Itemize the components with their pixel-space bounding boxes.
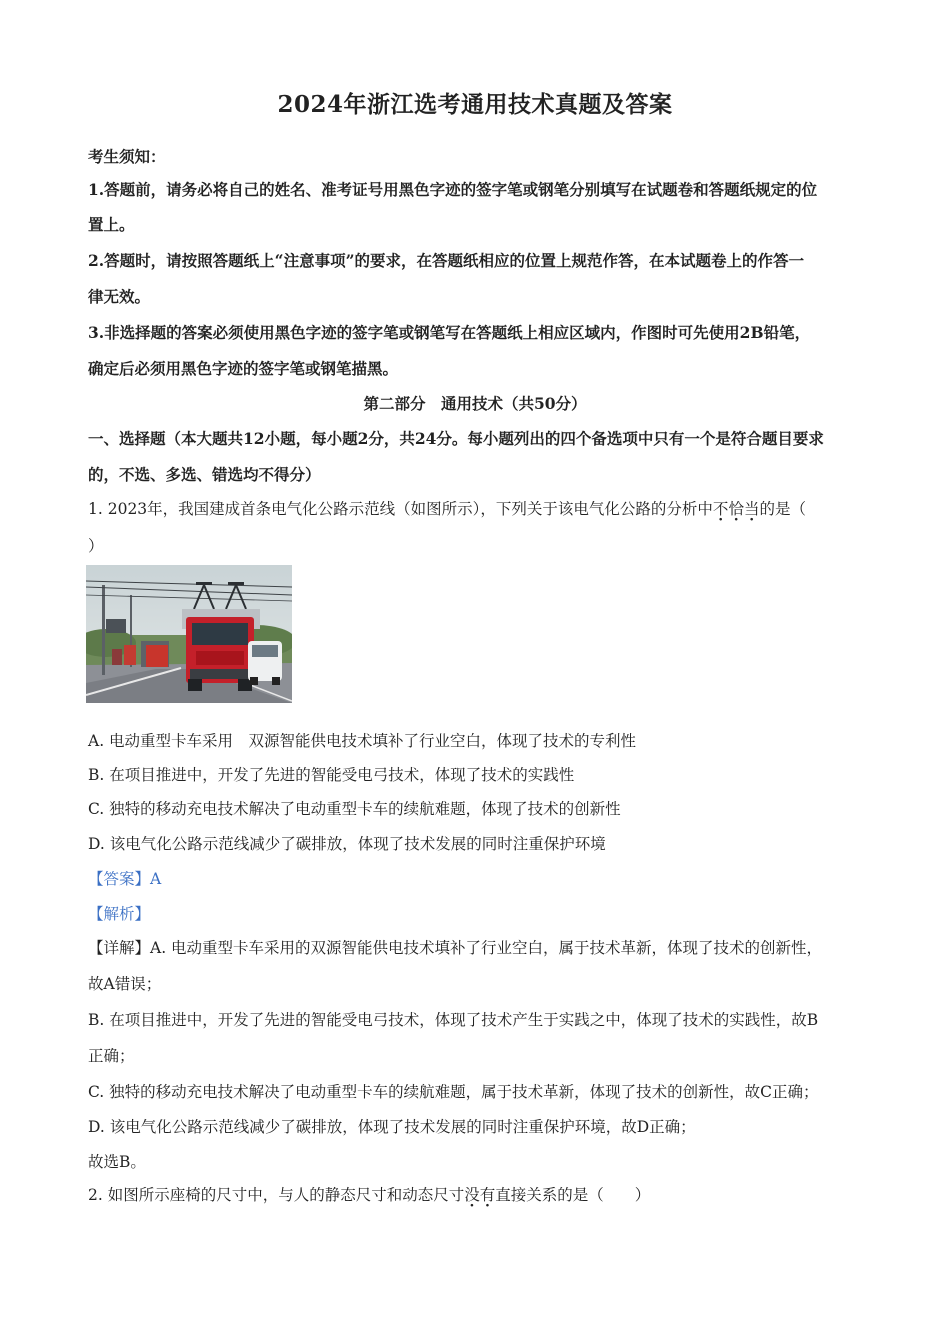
notice-item-2: 2.答题时，请按照答题纸上“注意事项”的要求，在答题纸相应的位置上规范作答，在本试题卷上的作答一 <box>88 251 805 270</box>
page-title: 2024年浙江选考通用技术真题及答案 <box>277 91 673 118</box>
q1-analysis-label: 【解析】 <box>88 905 151 923</box>
q1-answer: 【答案】A <box>88 870 162 888</box>
notice-heading: 考生须知： <box>88 147 166 166</box>
q1-detail-a-cont: 故A错误； <box>88 975 162 993</box>
q1-option-d: D. 该电气化公路示范线减少了碳排放，体现了技术发展的同时注重保护环境 <box>88 835 606 853</box>
q1-detail-d: D. 该电气化公路示范线减少了碳排放，体现了技术发展的同时注重保护环境，故D正确； <box>88 1118 696 1136</box>
q1-option-a: A. 电动重型卡车采用 双源智能供电技术填补了行业空白，体现了技术的专利性 <box>88 732 637 750</box>
notice-item-1: 1.答题前，请务必将自己的姓名、准考证号用黑色字迹的签字笔或钢笔分别填写在试题卷和答题纸规定的位 <box>88 180 818 199</box>
notice-item-2-cont: 律无效。 <box>88 287 151 306</box>
emphasis-char: 没 <box>464 1186 480 1204</box>
q1-detail-b-cont: 正确； <box>88 1047 135 1065</box>
q1-detail-c: C. 独特的移动充电技术解决了电动重型卡车的续航难题，属于技术革新，体现了技术的创新性，故C正确； <box>88 1083 819 1101</box>
q1-option-c: C. 独特的移动充电技术解决了电动重型卡车的续航难题，体现了技术的创新性 <box>88 800 621 818</box>
q1-stem-close: ） <box>88 537 104 555</box>
emphasis-char: 恰 <box>728 500 744 518</box>
q2-stem-tail: 直接关系的是（ ） <box>495 1186 651 1204</box>
part1-heading: 一、选择题（本大题共12小题，每小题2分，共24分。每小题列出的四个备选项中只有一个是符合题目要求 <box>88 429 824 448</box>
q1-conclusion: 故选B。 <box>88 1153 146 1171</box>
part1-heading-cont: 的，不选、多选、错选均不得分） <box>88 465 321 484</box>
electric-highway-truck-photo <box>86 565 292 703</box>
notice-item-1-cont: 置上。 <box>88 215 135 234</box>
q1-stem-text: 1. 2023年，我国建成首条电气化公路示范线（如图所示），下列关于该电气化公路的分析中 <box>88 500 713 518</box>
q2-stem-text: 2. 如图所示座椅的尺寸中，与人的静态尺寸和动态尺寸 <box>88 1186 465 1204</box>
q1-stem-tail: 的是（ <box>759 500 806 518</box>
q1-option-b: B. 在项目推进中，开发了先进的智能受电弓技术，体现了技术的实践性 <box>88 766 575 784</box>
emphasis-char: 不 <box>712 500 729 518</box>
notice-item-3-cont: 确定后必须用黑色字迹的签字笔或钢笔描黑。 <box>88 359 399 378</box>
notice-item-3: 3.非选择题的答案必须使用黑色字迹的签字笔或钢笔写在答题纸上相应区域内，作图时可先使用2B铅笔， <box>88 323 811 342</box>
emphasis-char: 当 <box>743 500 760 518</box>
section-title: 第二部分 通用技术（共50分） <box>363 394 587 413</box>
emphasis-char: 有 <box>479 1186 496 1204</box>
q2-stem <box>88 1183 868 1205</box>
q1-detail-a: 【详解】A. 电动重型卡车采用的双源智能供电技术填补了行业空白，属于技术革新，体现了技术的创新性， <box>88 939 823 957</box>
q1-detail-b: B. 在项目推进中，开发了先进的智能受电弓技术，体现了技术产生于实践之中，体现了技术的实践性，故B <box>88 1011 819 1029</box>
q1-stem <box>88 497 868 519</box>
